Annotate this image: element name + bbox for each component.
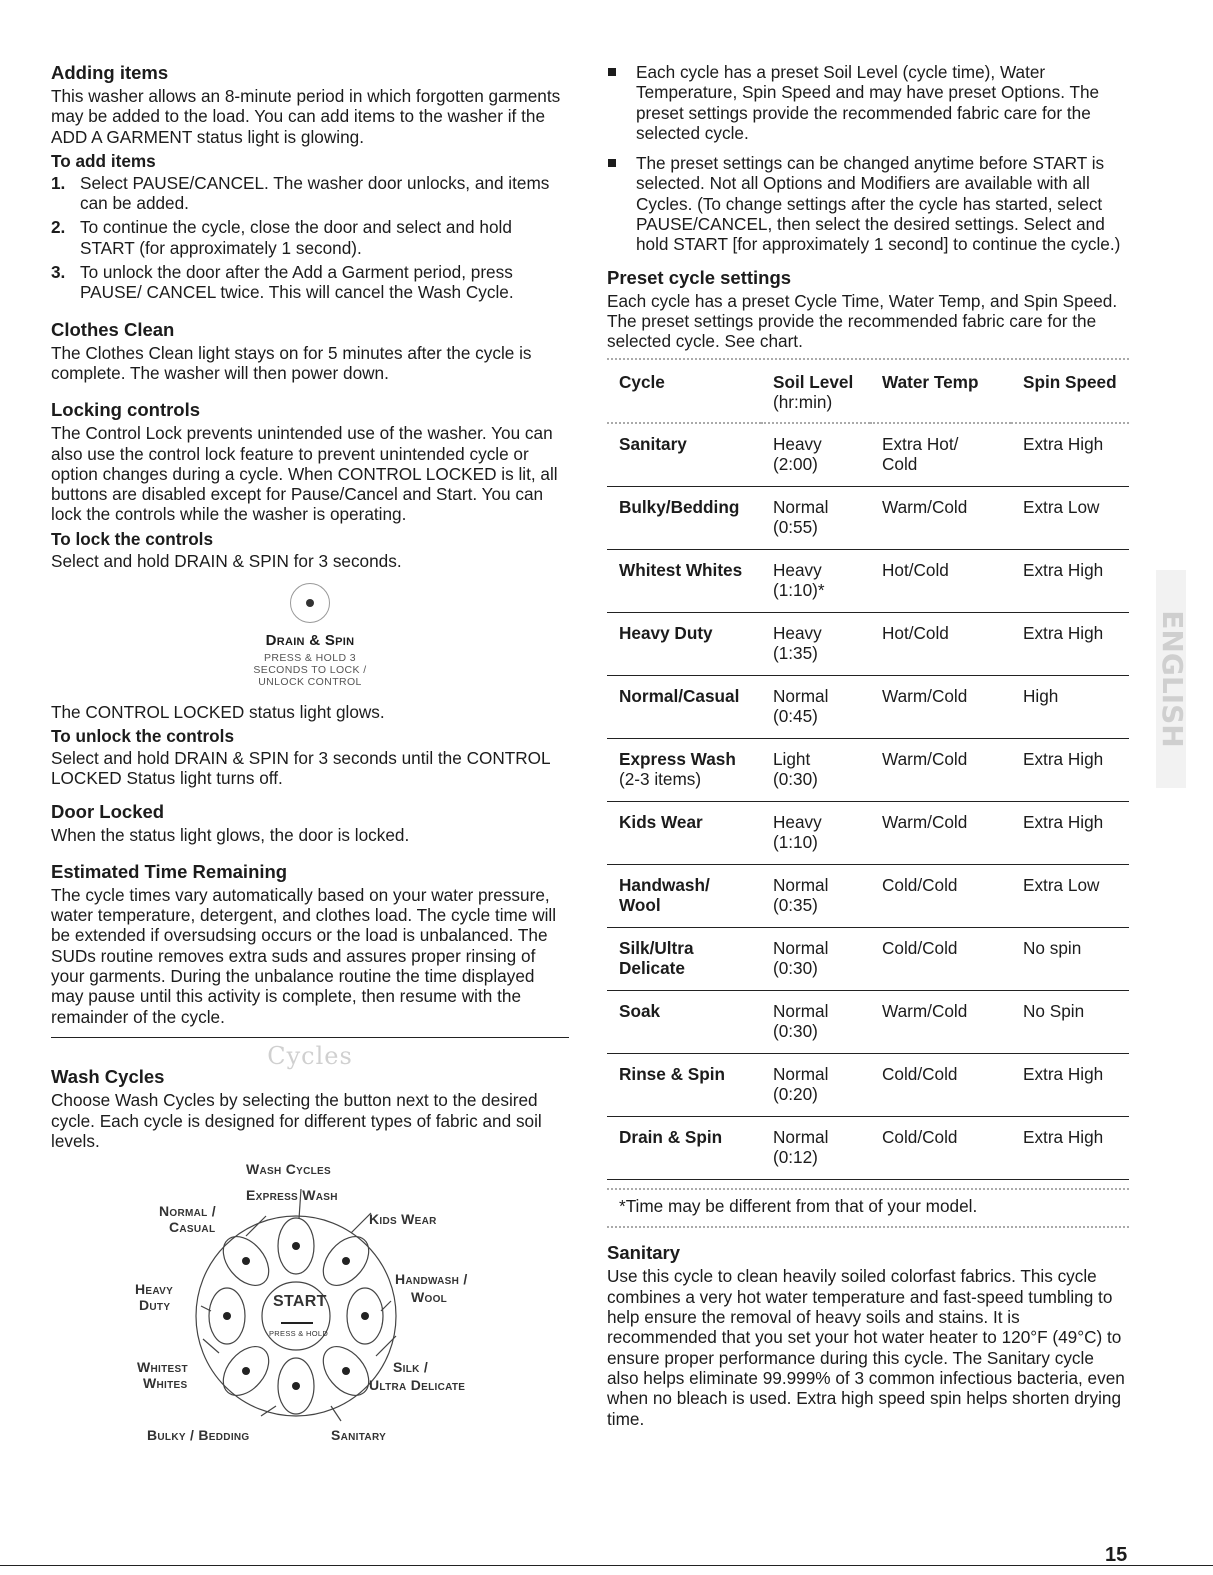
table-row: [607, 423, 1129, 487]
spin-speed-cell: Extra High: [1011, 613, 1129, 676]
spin-speed-cell: Extra Low: [1011, 865, 1129, 928]
spin-speed-cell: Extra Low: [1011, 487, 1129, 550]
cycle-name-cell: Express Wash (2-3 items): [607, 739, 761, 802]
whitest-whites-label: Whites: [143, 1375, 188, 1392]
footnote-divider: [607, 1226, 1129, 1228]
soil-level-cell: Normal (0:30): [761, 991, 870, 1054]
table-row: [607, 865, 1129, 928]
adding-items-body: This washer allows an 8-minute period in which forgotten garments may be added to the load. You can add items to the washer if the ADD A GARMENT status light is glowing.: [51, 86, 561, 147]
table-row: [607, 928, 1129, 991]
unlock-controls-heading: To unlock the controls: [51, 725, 235, 746]
sanitary-heading: Sanitary: [607, 1242, 681, 1264]
table-row: [607, 991, 1129, 1054]
time-remaining-body: The cycle times vary automatically based on your water pressure, water temperature, detergent, and clothes load. The cycle time will be extended if oversudsing occurs or the load is unbalanced. The SUDs routine removes extra suds and assures proper rinsing of your garments. During the unbalance routine the time displayed may pause until this activity is complete, then resume with the remainder of the cycle.: [51, 884, 557, 1027]
normal-casual-label: Casual: [169, 1219, 216, 1236]
door-locked-body: When the status light glows, the door is locked.: [51, 824, 410, 845]
table-body: [607, 423, 1129, 1180]
table-header-row: [607, 366, 1129, 424]
soil-level-cell: Heavy (1:35): [761, 613, 870, 676]
water-temp-cell: Warm/Cold: [870, 739, 1011, 802]
door-locked-section: [51, 801, 569, 845]
sanitary-label: Sanitary: [331, 1427, 387, 1444]
sanitary-body: Use this cycle to clean heavily soiled colorfast fabrics. This cycle combines a very hot water temperature and fast-speed tumbling to help ensure the removal of heavy soils and stains. It is recommended that you set your hot water heater to 120°F (49°C) to ensure proper performance during this cycle. The Sanitary cycle also helps eliminate 99.999% of 3 common infectious bacteria, even when no bleach is used. Extra high speed spin helps shorten drying time.: [607, 1266, 1125, 1429]
express-wash-label: Express Wash: [246, 1187, 338, 1204]
bullet-item: The preset settings can be changed anytime before START is selected. Not all Options and Modifiers are available with all Cycles. (To change settings after the cycle has started, select PAUSE/CANCEL, then select the desired settings. Select and hold START [for approximately 1 second] to continue the cycle.): [607, 153, 1129, 254]
soil-level-cell: Heavy (1:10)*: [761, 550, 870, 613]
dial-title: Wash Cycles: [246, 1161, 331, 1178]
spin-speed-cell: Extra High: [1011, 550, 1129, 613]
soil-level-cell: Heavy (2:00): [761, 423, 870, 487]
locking-controls-body: The Control Lock prevents unintended use of the washer. You can also use the control lock feature to prevent unintended cycle or option changes during a cycle. When CONTROL LOCKED is lit, all buttons are disabled except for Pause/Cancel and Start. You can lock the controls while the washer is operating.: [51, 423, 558, 525]
english-side-tab: [1152, 570, 1190, 788]
cycle-name-cell: Handwash/ Wool: [607, 865, 761, 928]
lock-controls-heading: To lock the controls: [51, 528, 214, 549]
cycle-name-cell: Kids Wear: [607, 802, 761, 865]
bottom-rule: [0, 1565, 1213, 1566]
table-row: [607, 739, 1129, 802]
cycle-name-cell: Sanitary: [607, 423, 761, 487]
start-button[interactable]: START: [273, 1293, 327, 1311]
spin-speed-cell: Extra High: [1011, 1054, 1129, 1117]
page-number: 15: [1105, 1544, 1128, 1566]
preset-settings-body: Each cycle has a preset Cycle Time, Water Temp, and Spin Speed. The preset settings provide the recommended fabric care for the selected cycle. See chart.: [607, 290, 1118, 352]
english-tab-text: ENGLISH: [1156, 610, 1189, 748]
whitest-whites-label: Whitest: [137, 1359, 188, 1376]
soil-level-cell: Normal (0:55): [761, 487, 870, 550]
header-spin-speed: Spin Speed: [1011, 366, 1129, 424]
time-remaining-section: [51, 861, 569, 1027]
spin-speed-cell: High: [1011, 676, 1129, 739]
step-item: 2. To continue the cycle, close the door and select and hold START (for approximately 1 second).: [51, 217, 512, 258]
table-row: [607, 802, 1129, 865]
wash-cycles-body: Choose Wash Cycles by selecting the button next to the desired cycle. Each cycle is designed for different types of fabric and soil levels.: [51, 1090, 542, 1151]
bullet-item: Each cycle has a preset Soil Level (cycle time), Water Temperature, Spin Speed and may have preset Options. The preset settings provide the recommended fabric care for the selected cycle.: [607, 62, 1129, 143]
table-top-divider: [607, 358, 1129, 360]
soil-level-cell: Normal (0:12): [761, 1117, 870, 1180]
water-temp-cell: Cold/Cold: [870, 1117, 1011, 1180]
door-locked-heading: Door Locked: [51, 800, 165, 822]
bulky-bedding-label: Bulky / Bedding: [147, 1427, 250, 1444]
clothes-clean-heading: Clothes Clean: [51, 318, 175, 340]
add-items-steps: [51, 173, 569, 303]
soil-level-cell: Normal (0:35): [761, 865, 870, 928]
start-press-hold-label: PRESS & HOLD: [269, 1329, 329, 1339]
cycle-name-cell: Normal/Casual: [607, 676, 761, 739]
section-divider: [51, 1037, 569, 1038]
handwash-wool-label: Handwash /: [395, 1271, 468, 1288]
time-remaining-heading: Estimated Time Remaining: [51, 860, 288, 882]
water-temp-cell: Cold/Cold: [870, 865, 1011, 928]
left-column: [51, 62, 569, 1451]
water-temp-cell: Cold/Cold: [870, 928, 1011, 991]
to-add-items-heading: To add items: [51, 150, 156, 171]
table-row: [607, 613, 1129, 676]
table-row: [607, 1117, 1129, 1180]
silk-ultra-delicate-label: Silk /: [393, 1359, 429, 1376]
table-row: [607, 487, 1129, 550]
control-locked-note: The CONTROL LOCKED status light glows.: [51, 701, 385, 722]
handwash-wool-label: Wool: [411, 1289, 448, 1306]
header-soil-level: Soil Level (hr:min): [761, 366, 870, 424]
adding-items-section: [51, 62, 569, 303]
preset-bullets: [607, 62, 1129, 255]
cycles-section-title: Cycles: [267, 1041, 353, 1070]
cycle-name-cell: Drain & Spin: [607, 1117, 761, 1180]
silk-ultra-delicate-label: Ultra Delicate: [369, 1377, 466, 1394]
soil-level-cell: Normal (0:20): [761, 1054, 870, 1117]
preset-settings-heading: Preset cycle settings: [607, 266, 792, 288]
spin-speed-cell: No spin: [1011, 928, 1129, 991]
table-row: [607, 550, 1129, 613]
cycle-name-cell: Bulky/Bedding: [607, 487, 761, 550]
cycle-name-cell: Whitest Whites: [607, 550, 761, 613]
spin-speed-cell: Extra High: [1011, 739, 1129, 802]
drain-spin-sub: SECONDS TO LOCK /: [253, 663, 367, 676]
clothes-clean-section: [51, 319, 569, 384]
heavy-duty-label: Heavy: [135, 1281, 174, 1298]
wash-cycles-dial: [51, 1161, 569, 1451]
water-temp-cell: Warm/Cold: [870, 991, 1011, 1054]
table-bottom-divider: [607, 1188, 1129, 1190]
locking-controls-section: [51, 399, 569, 788]
cycle-name-cell: Heavy Duty: [607, 613, 761, 676]
drain-spin-sub: PRESS & HOLD 3: [264, 651, 356, 664]
water-temp-cell: Hot/Cold: [870, 550, 1011, 613]
table-row: [607, 676, 1129, 739]
water-temp-cell: Cold/Cold: [870, 1054, 1011, 1117]
cycle-name-cell: Rinse & Spin: [607, 1054, 761, 1117]
soil-level-cell: Normal (0:30): [761, 928, 870, 991]
lock-controls-body: Select and hold DRAIN & SPIN for 3 seconds.: [51, 550, 402, 571]
heavy-duty-label: Duty: [139, 1297, 171, 1314]
spin-speed-cell: Extra High: [1011, 1117, 1129, 1180]
preset-cycle-table: [607, 366, 1129, 1181]
unlock-controls-body: Select and hold DRAIN & SPIN for 3 seconds until the CONTROL LOCKED Status light turns off.: [51, 747, 550, 789]
table-row: [607, 1054, 1129, 1117]
locking-controls-heading: Locking controls: [51, 399, 201, 421]
water-temp-cell: Extra Hot/ Cold: [870, 423, 1011, 487]
spin-speed-cell: No Spin: [1011, 991, 1129, 1054]
wash-cycles-heading: Wash Cycles: [51, 1066, 165, 1088]
water-temp-cell: Warm/Cold: [870, 487, 1011, 550]
soil-level-cell: Light (0:30): [761, 739, 870, 802]
drain-spin-panel: [51, 583, 569, 688]
water-temp-cell: Hot/Cold: [870, 613, 1011, 676]
soil-level-cell: Normal (0:45): [761, 676, 870, 739]
step-item: 1. Select PAUSE/CANCEL. The washer door unlocks, and items can be added.: [51, 172, 550, 214]
cycle-name-cell: Soak: [607, 991, 761, 1054]
kids-wear-label: Kids Wear: [369, 1211, 437, 1228]
clothes-clean-body: The Clothes Clean light stays on for 5 minutes after the cycle is complete. The washer will then power down.: [51, 342, 532, 383]
right-column: [607, 62, 1129, 1429]
step-item: 3. To unlock the door after the Add a Garment period, press PAUSE/ CANCEL twice. This will cancel the Wash Cycle.: [51, 262, 514, 303]
header-water-temp: Water Temp: [870, 366, 1011, 424]
drain-spin-button-icon: [290, 583, 330, 623]
spin-speed-cell: Extra High: [1011, 423, 1129, 487]
water-temp-cell: Warm/Cold: [870, 802, 1011, 865]
sanitary-section: [607, 1242, 1129, 1428]
wash-cycles-section: [51, 1066, 569, 1151]
drain-spin-sub: UNLOCK CONTROL: [258, 675, 362, 688]
preset-settings-section: [607, 267, 1129, 352]
water-temp-cell: Warm/Cold: [870, 676, 1011, 739]
drain-spin-label: Drain & Spin: [265, 632, 355, 650]
normal-casual-label: Normal /: [159, 1203, 216, 1220]
header-cycle: Cycle: [607, 366, 761, 424]
soil-level-cell: Heavy (1:10): [761, 802, 870, 865]
table-footnote: *Time may be different from that of your model.: [619, 1196, 978, 1217]
adding-items-heading: Adding items: [51, 62, 169, 83]
spin-speed-cell: Extra High: [1011, 802, 1129, 865]
cycle-name-cell: Silk/Ultra Delicate: [607, 928, 761, 991]
